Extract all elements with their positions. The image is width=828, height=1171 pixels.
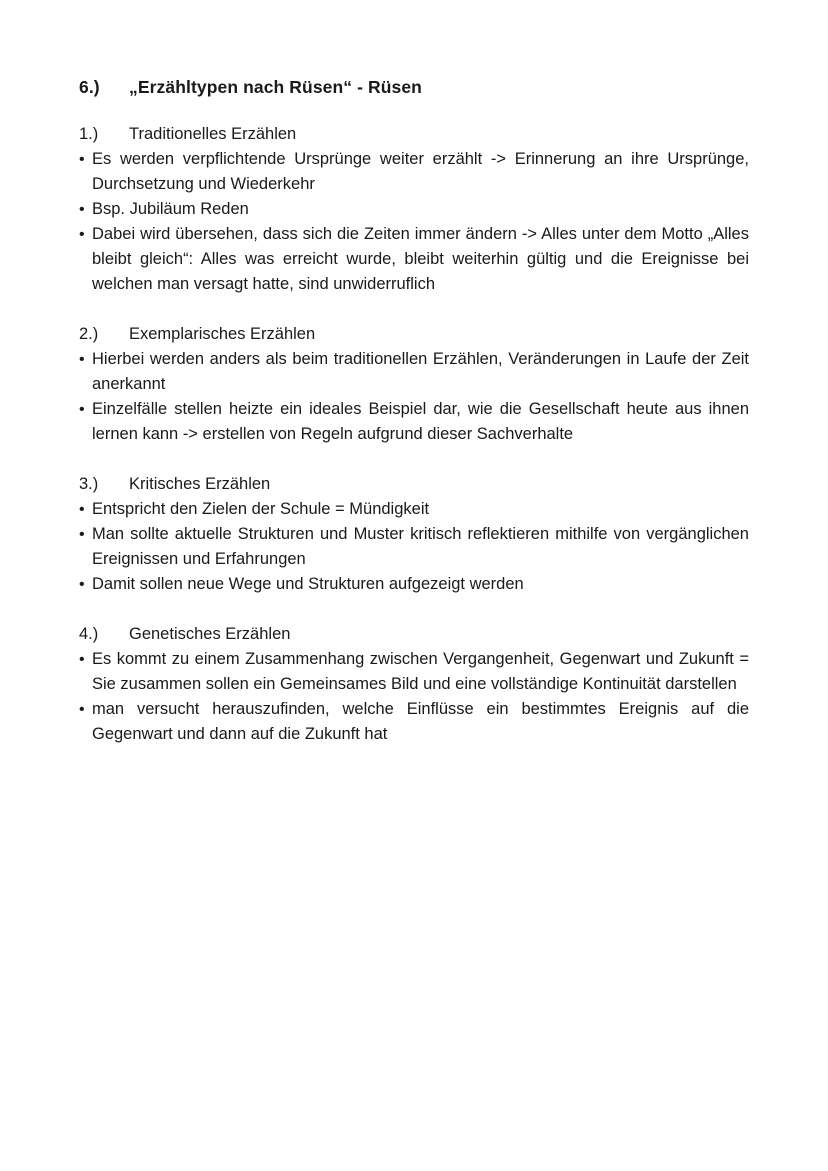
section-heading [79,122,749,147]
list-item [79,647,749,697]
bullet-icon: • [79,701,85,718]
section-heading-text: Traditionelles Erzählen [129,125,297,143]
title-number: 6.) [79,77,100,97]
list-item [79,222,749,297]
list-item [79,572,749,597]
list-item [79,197,749,222]
bullet-icon: • [79,526,85,543]
bullet-icon: • [79,351,85,368]
section-number: 3.) [79,475,99,493]
bullet-icon: • [79,576,85,593]
section-heading [79,322,749,347]
list-item-text: Einzelfälle stellen heizte ein ideales Beispiel dar, wie die Gesellschaft heute aus ihnen lernen kann -> erstellen von Regeln aufgrund dieser Sachverhalte [92,400,749,443]
list-item [79,497,749,522]
bullet-icon: • [79,401,85,418]
bullet-icon: • [79,501,85,518]
list-item [79,522,749,572]
list-item-text: Damit sollen neue Wege und Strukturen aufgezeigt werden [92,575,524,593]
list-item [79,397,749,447]
bullet-list [79,147,749,297]
bullet-icon: • [79,651,85,668]
bullet-icon: • [79,226,85,243]
list-item-text: Dabei wird übersehen, dass sich die Zeiten immer ändern -> Alles unter dem Motto „Alles bleibt gleich“: Alles was erreicht wurde, bleibt weiterhin gültig und die Ereignisse bei welchen man versagt hatte, sind unwiderruflich [92,225,749,293]
list-item-text: Hierbei werden anders als beim traditionellen Erzählen, Veränderungen in Laufe der Zeit anerkannt [92,350,749,393]
bullet-list [79,647,749,747]
section-kritisches [79,472,749,597]
section-number: 4.) [79,625,99,643]
list-item-text: Man sollte aktuelle Strukturen und Muster kritisch reflektieren mithilfe von vergänglichen Ereignissen und Erfahrungen [92,525,749,568]
section-heading-text: Genetisches Erzählen [129,625,291,643]
section-genetisches [79,622,749,747]
section-heading-text: Exemplarisches Erzählen [129,325,316,343]
list-item [79,347,749,397]
title-text: „Erzähltypen nach Rüsen“ - Rüsen [129,77,422,97]
section-heading [79,472,749,497]
list-item [79,147,749,197]
section-traditionelles [79,122,749,297]
list-item-text: Es kommt zu einem Zusammenhang zwischen Vergangenheit, Gegenwart und Zukunft = Sie zusammen sollen ein Gemeinsames Bild und eine vollständige Kontinuität darstellen [92,650,749,693]
list-item-text: Es werden verpflichtende Ursprünge weiter erzählt -> Erinnerung an ihre Ursprünge, Durchsetzung und Wiederkehr [92,150,749,193]
bullet-list [79,347,749,447]
list-item-text: man versucht herauszufinden, welche Einflüsse ein bestimmtes Ereignis auf die Gegenwart und dann auf die Zukunft hat [92,700,749,743]
document-title [79,74,749,100]
list-item-text: Entspricht den Zielen der Schule = Mündigkeit [92,500,430,518]
section-number: 2.) [79,325,99,343]
bullet-icon: • [79,201,85,218]
bullet-icon: • [79,151,85,168]
bullet-list [79,497,749,597]
section-heading [79,622,749,647]
list-item-text: Bsp. Jubiläum Reden [92,200,249,218]
list-item [79,697,749,747]
section-number: 1.) [79,125,99,143]
section-heading-text: Kritisches Erzählen [129,475,271,493]
section-exemplarisches [79,322,749,447]
